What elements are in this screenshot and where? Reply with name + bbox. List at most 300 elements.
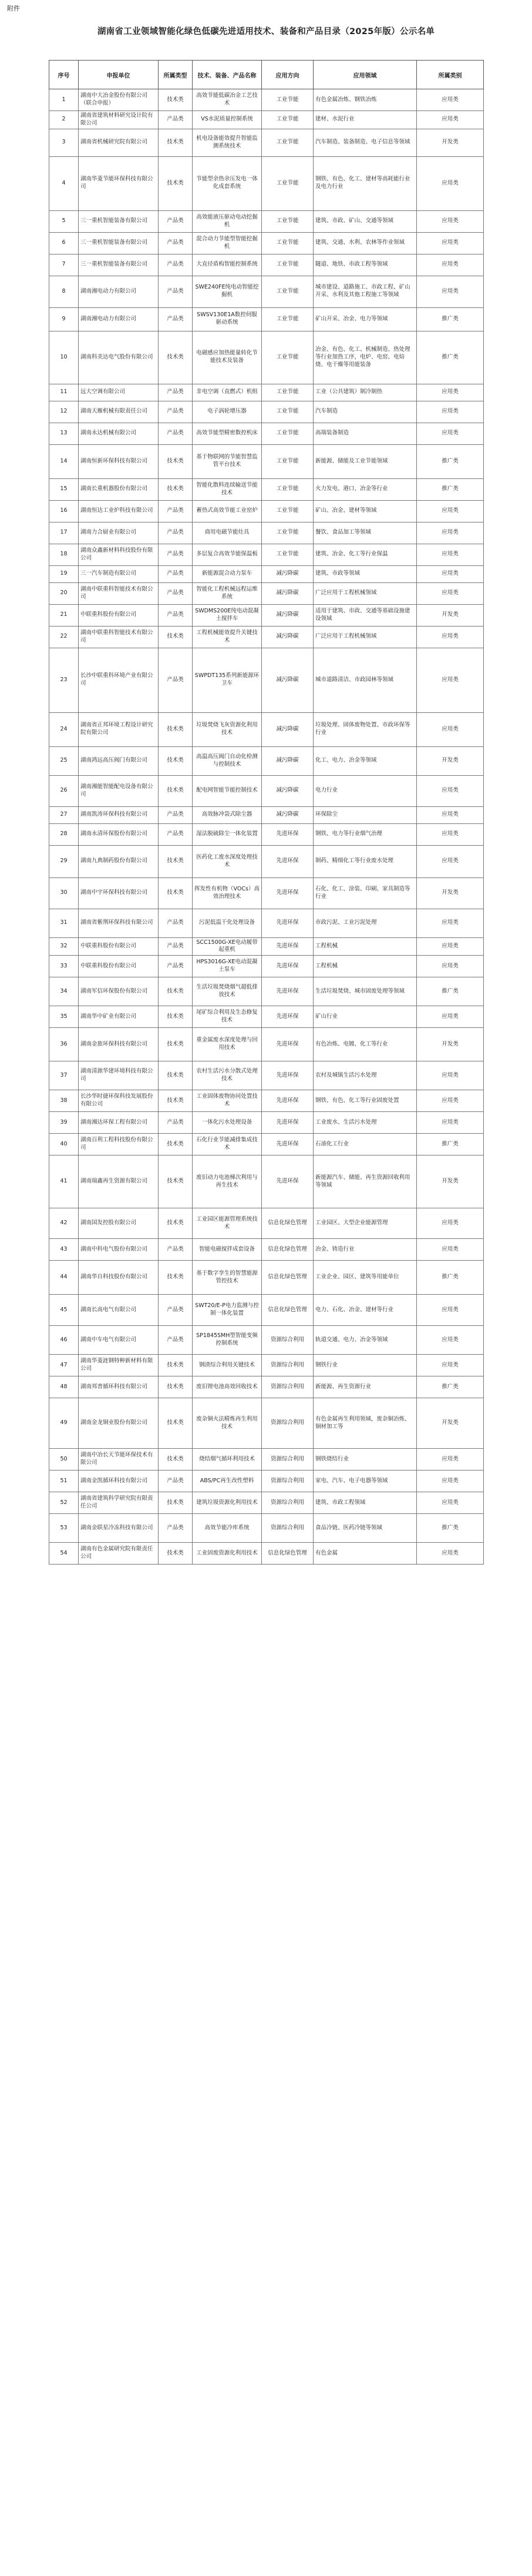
- applicant-unit: 湖南长高电气有限公司: [79, 1295, 159, 1326]
- applicant-unit: 湖南金凯循环科技有限公司: [79, 1470, 159, 1492]
- item-name: 高温高压阀门自动化检测与控制技术: [193, 746, 262, 775]
- application-field: 高端装备制造: [314, 423, 417, 444]
- application-field: 垃圾处理、固体废物处置、市政环保等行业: [314, 712, 417, 746]
- applicant-unit: 湖南有色金属研究院有限责任公司: [79, 1543, 159, 1565]
- category: 推广类: [417, 1514, 484, 1543]
- table-row: [49, 401, 484, 423]
- item-name: SWSV130E1A数控伺服驱动系统: [193, 307, 262, 331]
- applicant-unit: 中联重科股份有限公司: [79, 937, 159, 956]
- category: 应用类: [417, 384, 484, 401]
- applicant-unit: 三一重机智能装备有限公司: [79, 254, 159, 276]
- category: 推广类: [417, 478, 484, 500]
- application-direction: 工业节能: [262, 500, 314, 522]
- row-number: 13: [49, 423, 79, 444]
- item-name: 钢渣综合利用关键技术: [193, 1355, 262, 1376]
- item-name: 医药化工废水深度处理技术: [193, 845, 262, 877]
- item-name: 基于数字孪生的智慧能源管控技术: [193, 1261, 262, 1295]
- item-name: 工业园区能源管理系统技术: [193, 1208, 262, 1239]
- application-field: 电力、石化、冶金、建材等行业: [314, 1295, 417, 1326]
- type: 技术类: [159, 626, 193, 648]
- application-direction: 资源综合利用: [262, 1398, 314, 1449]
- category: 应用类: [417, 232, 484, 254]
- applicant-unit: 长沙中联重科环境产业有限公司: [79, 648, 159, 712]
- table-row: [49, 1295, 484, 1326]
- row-number: 18: [49, 544, 79, 565]
- application-direction: 工业节能: [262, 307, 314, 331]
- category: 应用类: [417, 1061, 484, 1090]
- application-direction: 减污降碳: [262, 806, 314, 823]
- application-direction: 先进环保: [262, 956, 314, 977]
- item-name: 电子涡轮增压器: [193, 401, 262, 423]
- application-direction: 资源综合利用: [262, 1492, 314, 1514]
- item-name: 工程机械能效提升关键技术: [193, 626, 262, 648]
- row-number: 7: [49, 254, 79, 276]
- type: 技术类: [159, 877, 193, 909]
- item-name: 多层复合高效节能保温板: [193, 544, 262, 565]
- type: 产品类: [159, 111, 193, 129]
- type: 产品类: [159, 500, 193, 522]
- row-number: 49: [49, 1398, 79, 1449]
- item-name: 机电设备能效提升智能监测系统技术: [193, 129, 262, 156]
- applicant-unit: 湖南恒达工业炉科技有限公司: [79, 500, 159, 522]
- item-name: 高效节能型精密数控机床: [193, 423, 262, 444]
- header-row: [49, 61, 484, 89]
- type: 技术类: [159, 444, 193, 478]
- type: 产品类: [159, 522, 193, 544]
- application-field: 轨道交通、电力、冶金等领域: [314, 1326, 417, 1355]
- item-name: 尾矿综合利用及生态修复技术: [193, 1006, 262, 1028]
- application-field: 广泛应用于工程机械领域: [314, 626, 417, 648]
- category: 应用类: [417, 1355, 484, 1376]
- row-number: 15: [49, 478, 79, 500]
- application-field: 食品冷链、医药冷链等领域: [314, 1514, 417, 1543]
- item-name: 高效节能低碳冶金工艺技术: [193, 89, 262, 111]
- item-name: 智能化散料连续输送节能技术: [193, 478, 262, 500]
- category: 开发类: [417, 746, 484, 775]
- table-row: [49, 956, 484, 977]
- table-body: [49, 89, 484, 1565]
- row-number: 51: [49, 1470, 79, 1492]
- table-row: [49, 384, 484, 401]
- row-number: 54: [49, 1543, 79, 1565]
- application-field: 城市建设、道路施工、市政工程、矿山开采、水利及其他工程施工等领域: [314, 276, 417, 307]
- row-number: 47: [49, 1355, 79, 1376]
- applicant-unit: 湖南天雁机械有限责任公司: [79, 401, 159, 423]
- row-number: 23: [49, 648, 79, 712]
- row-number: 1: [49, 89, 79, 111]
- application-direction: 工业节能: [262, 444, 314, 478]
- category: 开发类: [417, 877, 484, 909]
- application-field: 生活垃圾焚烧、城市固废处理等领域: [314, 977, 417, 1006]
- application-direction: 工业节能: [262, 478, 314, 500]
- applicant-unit: 湖南湘电动力有限公司: [79, 276, 159, 307]
- row-number: 28: [49, 823, 79, 845]
- item-name: 混合动力节能型智能挖掘机: [193, 232, 262, 254]
- table-row: [49, 232, 484, 254]
- application-direction: 减污降碳: [262, 712, 314, 746]
- category: 应用类: [417, 937, 484, 956]
- application-direction: 先进环保: [262, 1006, 314, 1028]
- item-name: 农村生活污水分散式处理技术: [193, 1061, 262, 1090]
- item-name: 高效节能冷库系统: [193, 1514, 262, 1543]
- application-field: 钢铁、电力等行业烟气治理: [314, 823, 417, 845]
- type: 产品类: [159, 937, 193, 956]
- type: 技术类: [159, 1006, 193, 1028]
- application-field: 餐饮、食品加工等领域: [314, 522, 417, 544]
- row-number: 42: [49, 1208, 79, 1239]
- category: 应用类: [417, 626, 484, 648]
- applicant-unit: 湖南瑞鑫再生资源有限公司: [79, 1155, 159, 1208]
- category: 应用类: [417, 712, 484, 746]
- table-row: [49, 775, 484, 806]
- item-name: 配电网智能节能控制技术: [193, 775, 262, 806]
- item-name: 商用电磁节能灶具: [193, 522, 262, 544]
- application-direction: 减污降碳: [262, 648, 314, 712]
- item-name: 生活垃圾焚烧烟气超低排放技术: [193, 977, 262, 1006]
- row-number: 31: [49, 909, 79, 937]
- applicant-unit: 湖南省建筑科学研究院有限责任公司: [79, 1492, 159, 1514]
- applicant-unit: 湖南凯涛环保科技有限公司: [79, 806, 159, 823]
- application-field: 有色冶炼、电镀、化工等行业: [314, 1028, 417, 1061]
- applicant-unit: 湖南省机械研究院有限公司: [79, 129, 159, 156]
- applicant-unit: 湖南中联重科智能技术有限公司: [79, 626, 159, 648]
- applicant-unit: 湖南国发控股有限公司: [79, 1208, 159, 1239]
- table-row: [49, 604, 484, 626]
- type: 产品类: [159, 909, 193, 937]
- category: 应用类: [417, 565, 484, 582]
- row-number: 44: [49, 1261, 79, 1295]
- application-direction: 减污降碳: [262, 746, 314, 775]
- application-direction: 信息化绿色管理: [262, 1295, 314, 1326]
- item-name: SWDMS200E纯电动混凝土搅拌车: [193, 604, 262, 626]
- type: 技术类: [159, 1398, 193, 1449]
- type: 技术类: [159, 331, 193, 384]
- applicant-unit: 湖南科美达电气股份有限公司: [79, 331, 159, 384]
- application-direction: 工业节能: [262, 276, 314, 307]
- table-row: [49, 1261, 484, 1295]
- type: 技术类: [159, 1090, 193, 1112]
- applicant-unit: 湖南九典制药股份有限公司: [79, 845, 159, 877]
- table-row: [49, 1028, 484, 1061]
- application-direction: 先进环保: [262, 877, 314, 909]
- item-name: 一体化污水处理设备: [193, 1112, 262, 1134]
- applicant-unit: 湖南华中矿业有限公司: [79, 1006, 159, 1028]
- type: 产品类: [159, 1239, 193, 1261]
- table-row: [49, 565, 484, 582]
- category: 应用类: [417, 500, 484, 522]
- item-name: 湿法脱硫除尘一体化装置: [193, 823, 262, 845]
- applicant-unit: 湖南华菱节能环保科技有限公司: [79, 156, 159, 210]
- applicant-unit: 湖南鸿远高压阀门有限公司: [79, 746, 159, 775]
- row-number: 46: [49, 1326, 79, 1355]
- category: 应用类: [417, 806, 484, 823]
- row-number: 11: [49, 384, 79, 401]
- table-row: [49, 1090, 484, 1112]
- application-direction: 资源综合利用: [262, 1376, 314, 1398]
- application-field: 工程机械: [314, 937, 417, 956]
- application-direction: 资源综合利用: [262, 1326, 314, 1355]
- table-row: [49, 444, 484, 478]
- application-direction: 工业节能: [262, 544, 314, 565]
- column-header: 所属类型: [159, 61, 193, 89]
- applicant-unit: 中联重科股份有限公司: [79, 956, 159, 977]
- application-direction: 工业节能: [262, 522, 314, 544]
- application-field: 建筑、市政工程领域: [314, 1492, 417, 1514]
- type: 产品类: [159, 956, 193, 977]
- row-number: 34: [49, 977, 79, 1006]
- category: 应用类: [417, 210, 484, 232]
- application-field: 有色金属冶炼、钢铁冶炼: [314, 89, 417, 111]
- item-name: 节能型余热余压发电一体化成套系统: [193, 156, 262, 210]
- application-direction: 减污降碳: [262, 775, 314, 806]
- category: 应用类: [417, 1449, 484, 1470]
- application-direction: 工业节能: [262, 254, 314, 276]
- item-name: 烧结烟气循环利用技术: [193, 1449, 262, 1470]
- category: 应用类: [417, 582, 484, 604]
- type: 技术类: [159, 1449, 193, 1470]
- application-field: 钢铁、有色、化工等行业固废处置: [314, 1090, 417, 1112]
- category: 开发类: [417, 604, 484, 626]
- application-direction: 工业节能: [262, 156, 314, 210]
- type: 技术类: [159, 478, 193, 500]
- item-name: VS水泥质量控制系统: [193, 111, 262, 129]
- row-number: 26: [49, 775, 79, 806]
- category: 应用类: [417, 276, 484, 307]
- type: 产品类: [159, 1514, 193, 1543]
- category: 应用类: [417, 89, 484, 111]
- applicant-unit: 湖南金龙铜业股份有限公司: [79, 1398, 159, 1449]
- applicant-unit: 远大空调有限公司: [79, 384, 159, 401]
- table-row: [49, 111, 484, 129]
- application-direction: 工业节能: [262, 384, 314, 401]
- row-number: 14: [49, 444, 79, 478]
- table-row: [49, 331, 484, 384]
- application-field: 火力发电、港口、冶金等行业: [314, 478, 417, 500]
- application-field: 建筑、市政、矿山、交通等领域: [314, 210, 417, 232]
- row-number: 50: [49, 1449, 79, 1470]
- category: 应用类: [417, 1208, 484, 1239]
- category: 推广类: [417, 1376, 484, 1398]
- table-row: [49, 626, 484, 648]
- table-row: [49, 1543, 484, 1565]
- category: 应用类: [417, 254, 484, 276]
- table-row: [49, 1061, 484, 1090]
- table-row: [49, 210, 484, 232]
- application-direction: 工业节能: [262, 423, 314, 444]
- application-direction: 先进环保: [262, 1028, 314, 1061]
- application-direction: 信息化绿色管理: [262, 1543, 314, 1565]
- row-number: 16: [49, 500, 79, 522]
- applicant-unit: 中联重科股份有限公司: [79, 604, 159, 626]
- table-row: [49, 937, 484, 956]
- item-name: 废旧动力电池梯次利用与再生技术: [193, 1155, 262, 1208]
- table-row: [49, 1398, 484, 1449]
- applicant-unit: 湖南湘电动力有限公司: [79, 307, 159, 331]
- category: 应用类: [417, 1112, 484, 1134]
- item-name: HPS3016G-XE电动混凝土泵车: [193, 956, 262, 977]
- application-direction: 先进环保: [262, 1090, 314, 1112]
- row-number: 8: [49, 276, 79, 307]
- application-field: 隧道、地铁、市政工程等领域: [314, 254, 417, 276]
- row-number: 33: [49, 956, 79, 977]
- type: 产品类: [159, 806, 193, 823]
- type: 技术类: [159, 1061, 193, 1090]
- item-name: 基于物联网的节能智慧监管平台技术: [193, 444, 262, 478]
- category: 应用类: [417, 823, 484, 845]
- application-field: 新能源、储能及工业节能领域: [314, 444, 417, 478]
- application-field: 石油化工行业: [314, 1134, 417, 1155]
- application-field: 钢铁、有色、化工、建材等高耗能行业及电力行业: [314, 156, 417, 210]
- row-number: 6: [49, 232, 79, 254]
- row-number: 48: [49, 1376, 79, 1398]
- application-field: 制药、精细化工等行业废水处理: [314, 845, 417, 877]
- type: 产品类: [159, 1326, 193, 1355]
- application-direction: 减污降碳: [262, 604, 314, 626]
- table-row: [49, 544, 484, 565]
- applicant-unit: 湖南邦普循环科技有限公司: [79, 1376, 159, 1398]
- type: 产品类: [159, 1112, 193, 1134]
- applicant-unit: 湖南中宇环保科技有限公司: [79, 877, 159, 909]
- table-row: [49, 1470, 484, 1492]
- applicant-unit: 湖南中大冶金股份有限公司（联合申报）: [79, 89, 159, 111]
- application-direction: 资源综合利用: [262, 1470, 314, 1492]
- applicant-unit: 湖南湘达环保工程有限公司: [79, 1112, 159, 1134]
- row-number: 40: [49, 1134, 79, 1155]
- row-number: 35: [49, 1006, 79, 1028]
- application-field: 工业（公共建筑）制冷制热: [314, 384, 417, 401]
- row-number: 2: [49, 111, 79, 129]
- applicant-unit: 湖南华菱涟钢特种新材料有限公司: [79, 1355, 159, 1376]
- application-direction: 信息化绿色管理: [262, 1208, 314, 1239]
- type: 技术类: [159, 746, 193, 775]
- category: 应用类: [417, 1543, 484, 1565]
- application-direction: 资源综合利用: [262, 1514, 314, 1543]
- row-number: 30: [49, 877, 79, 909]
- application-field: 适用于建筑、市政、交通等基础设施建设领域: [314, 604, 417, 626]
- applicant-unit: 湖南省建筑材料研究设计院有限公司: [79, 111, 159, 129]
- applicant-unit: 三一重机智能装备有限公司: [79, 210, 159, 232]
- type: 技术类: [159, 977, 193, 1006]
- category: 应用类: [417, 845, 484, 877]
- category: 推广类: [417, 1134, 484, 1155]
- type: 产品类: [159, 276, 193, 307]
- applicant-unit: 湖南省正邦环境工程设计研究院有限公司: [79, 712, 159, 746]
- application-field: 冶金、铸造行业: [314, 1239, 417, 1261]
- table-row: [49, 1006, 484, 1028]
- row-number: 27: [49, 806, 79, 823]
- applicant-unit: 湖南恒新环保科技有限公司: [79, 444, 159, 478]
- category: 应用类: [417, 1492, 484, 1514]
- category: 应用类: [417, 1295, 484, 1326]
- table-row: [49, 648, 484, 712]
- application-direction: 工业节能: [262, 210, 314, 232]
- type: 产品类: [159, 1295, 193, 1326]
- type: 技术类: [159, 845, 193, 877]
- type: 技术类: [159, 712, 193, 746]
- type: 技术类: [159, 1261, 193, 1295]
- applicant-unit: 湖南中科电气股份有限公司: [79, 1239, 159, 1261]
- application-field: 钢铁烧结行业: [314, 1449, 417, 1470]
- application-field: 化工、电力、冶金等领域: [314, 746, 417, 775]
- application-field: 工业废水、生活污水处理: [314, 1112, 417, 1134]
- category: 开发类: [417, 1155, 484, 1208]
- applicant-unit: 湖南湘能智能配电设备有限公司: [79, 775, 159, 806]
- row-number: 52: [49, 1492, 79, 1514]
- item-name: 蓄热式高效节能工业窑炉: [193, 500, 262, 522]
- type: 产品类: [159, 1470, 193, 1492]
- application-field: 农村及城镇生活污水处理: [314, 1061, 417, 1090]
- application-direction: 减污降碳: [262, 565, 314, 582]
- application-direction: 先进环保: [262, 937, 314, 956]
- table-row: [49, 877, 484, 909]
- item-name: 废杂铜火法精炼再生利用技术: [193, 1398, 262, 1449]
- item-name: SWT20/E-P电力监测与控制一体化装置: [193, 1295, 262, 1326]
- row-number: 3: [49, 129, 79, 156]
- column-header: 序号: [49, 61, 79, 89]
- type: 产品类: [159, 232, 193, 254]
- applicant-unit: 湖南力合厨业有限公司: [79, 522, 159, 544]
- category: 应用类: [417, 1006, 484, 1028]
- table-row: [49, 156, 484, 210]
- applicant-unit: 湖南军信环保股份有限公司: [79, 977, 159, 1006]
- type: 产品类: [159, 423, 193, 444]
- row-number: 53: [49, 1514, 79, 1543]
- category: 开发类: [417, 1028, 484, 1061]
- item-name: 废旧锂电池高效回收技术: [193, 1376, 262, 1398]
- table-row: [49, 582, 484, 604]
- table-row: [49, 129, 484, 156]
- applicant-unit: 湖南众鑫新材料科技股份有限公司: [79, 544, 159, 565]
- table-row: [49, 1326, 484, 1355]
- table-row: [49, 254, 484, 276]
- item-name: 工业固体废物协同处置技术: [193, 1090, 262, 1112]
- table-row: [49, 909, 484, 937]
- row-number: 41: [49, 1155, 79, 1208]
- type: 产品类: [159, 254, 193, 276]
- table-row: [49, 806, 484, 823]
- item-name: SWE240FE纯电动智能挖掘机: [193, 276, 262, 307]
- row-number: 36: [49, 1028, 79, 1061]
- row-number: 17: [49, 522, 79, 544]
- type: 技术类: [159, 1492, 193, 1514]
- applicant-unit: 三一重机智能装备有限公司: [79, 232, 159, 254]
- application-field: 市政污泥、工业污泥处理: [314, 909, 417, 937]
- application-direction: 工业节能: [262, 129, 314, 156]
- item-name: 高效脉冲袋式除尘器: [193, 806, 262, 823]
- application-field: 工程机械: [314, 956, 417, 977]
- table-row: [49, 1492, 484, 1514]
- application-direction: 资源综合利用: [262, 1449, 314, 1470]
- item-name: 智能化工程机械远程运维系统: [193, 582, 262, 604]
- type: 产品类: [159, 582, 193, 604]
- column-header: 应用领域: [314, 61, 417, 89]
- applicant-unit: 湖南清源华建环境科技有限公司: [79, 1061, 159, 1090]
- category: 应用类: [417, 956, 484, 977]
- row-number: 12: [49, 401, 79, 423]
- item-name: 挥发性有机物（VOCs）高效治理技术: [193, 877, 262, 909]
- application-field: 建筑、冶金、化工等行业保温: [314, 544, 417, 565]
- type: 产品类: [159, 648, 193, 712]
- application-field: 汽车制造、装备制造、电子信息等领域: [314, 129, 417, 156]
- type: 技术类: [159, 1376, 193, 1398]
- type: 技术类: [159, 775, 193, 806]
- application-field: 建材、水泥行业: [314, 111, 417, 129]
- table-row: [49, 307, 484, 331]
- type: 技术类: [159, 89, 193, 111]
- type: 产品类: [159, 401, 193, 423]
- table-row: [49, 823, 484, 845]
- column-header: 技术、装备、产品名称: [193, 61, 262, 89]
